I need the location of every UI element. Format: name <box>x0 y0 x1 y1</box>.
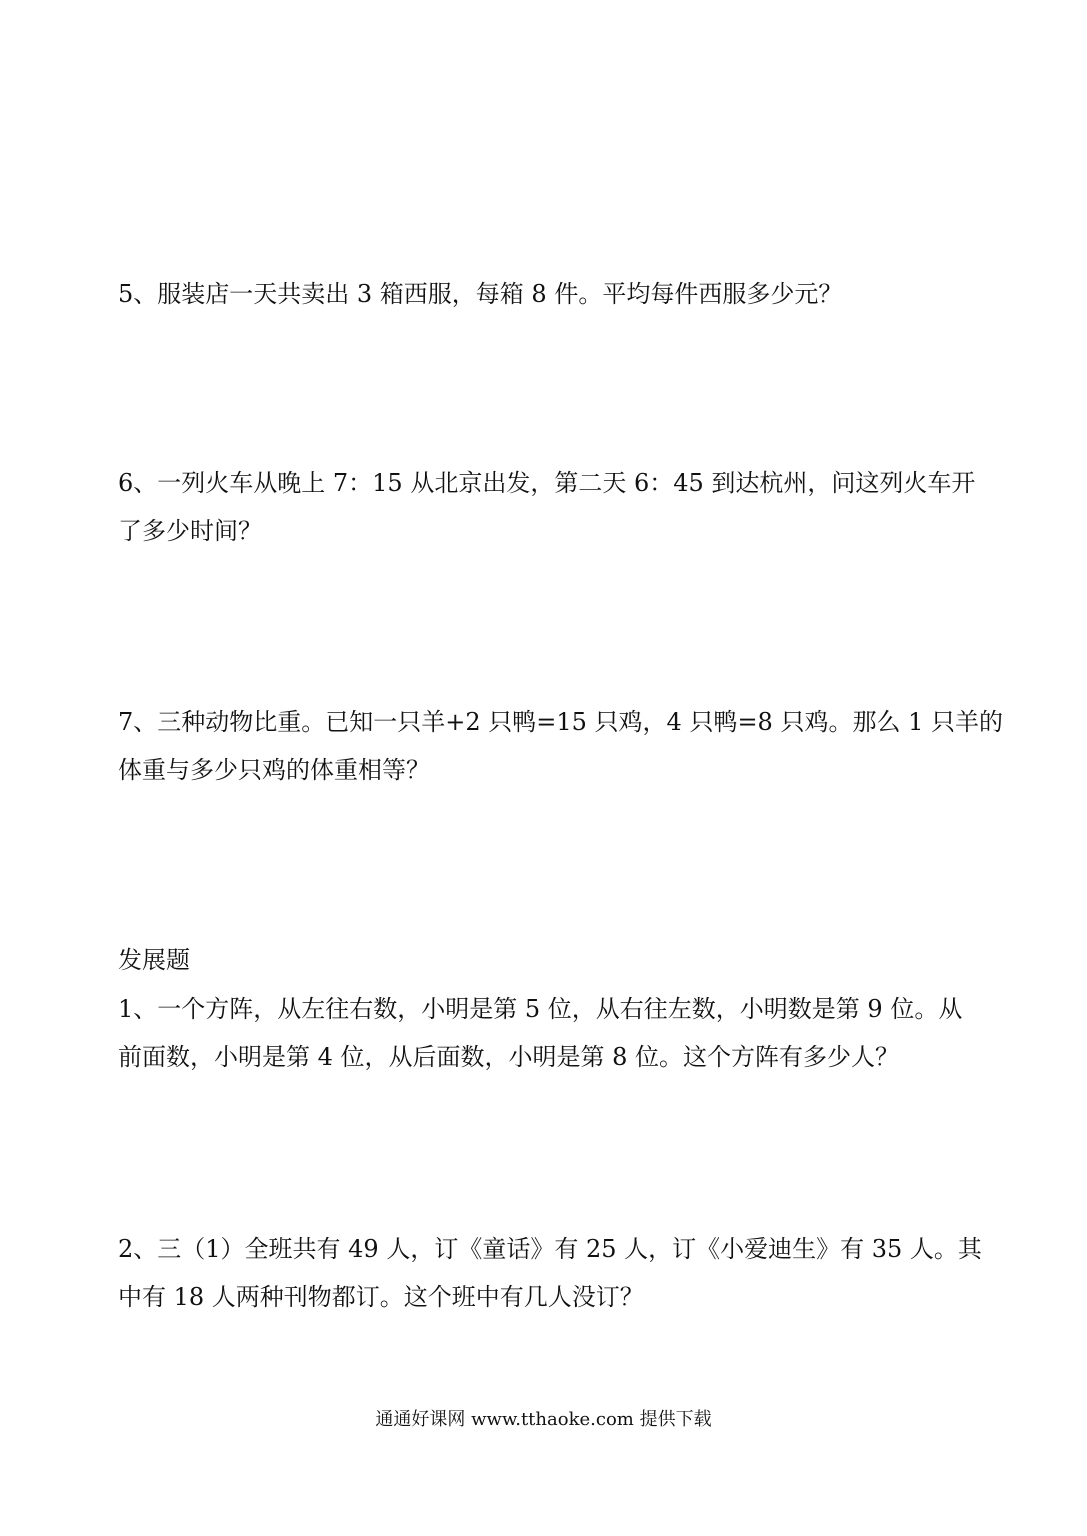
question-7-line-2: 体重与多少只鸡的体重相等？ <box>118 756 430 784</box>
dev-question-1-line-1: 1、一个方阵，从左往右数，小明是第 5 位，从右往左数，小明数是第 9 位。从 <box>118 995 963 1023</box>
dev-question-2-line-1: 2、三（1）全班共有 49 人，订《童话》有 25 人，订《小爱迪生》有 35 人。其 <box>118 1235 982 1263</box>
question-6-line-1: 6、一列火车从晚上 7：15 从北京出发，第二天 6：45 到达杭州，问这列火车开 <box>118 469 976 497</box>
dev-question-2-line-2: 中有 18 人两种刊物都订。这个班中有几人没订？ <box>118 1283 644 1311</box>
page-footer: 通通好课网 www.tthaoke.com 提供下载 <box>375 1409 712 1430</box>
dev-question-1-line-2: 前面数，小明是第 4 位，从后面数，小明是第 8 位。这个方阵有多少人？ <box>118 1043 900 1071</box>
section-title: 发展题 <box>118 946 190 974</box>
question-6-line-2: 了多少时间？ <box>118 517 262 545</box>
question-5-line-1: 5、服装店一天共卖出 3 箱西服，每箱 8 件。平均每件西服多少元？ <box>118 280 843 308</box>
question-7-line-1: 7、三种动物比重。已知一只羊+2 只鸭=15 只鸡，4 只鸭=8 只鸡。那么 1 只羊的 <box>118 708 1003 736</box>
